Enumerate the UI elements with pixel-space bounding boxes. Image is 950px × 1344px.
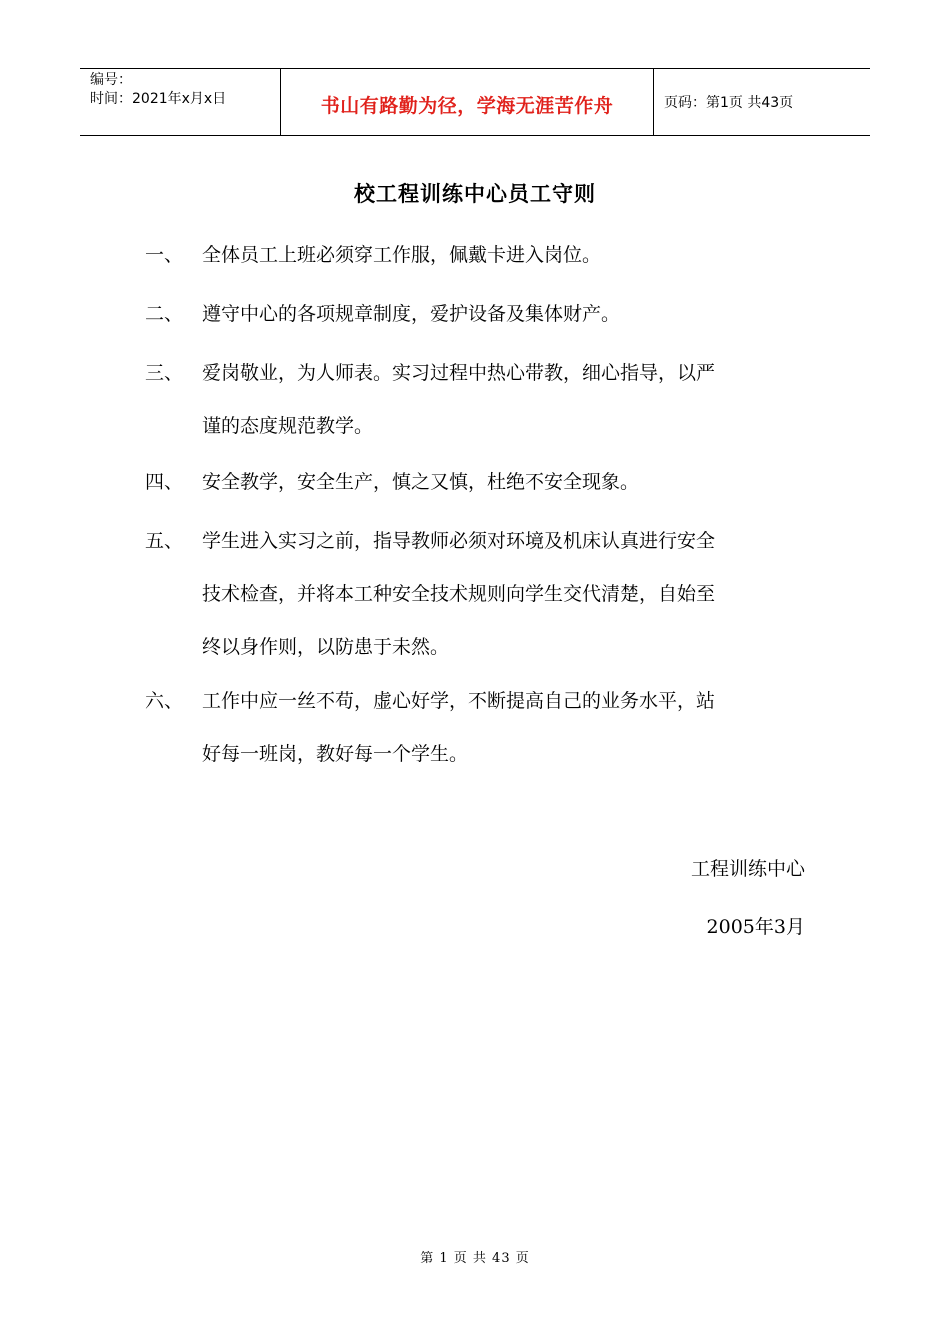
doc-time-label: 时间：2021年x月x日 (90, 91, 227, 107)
rule-line: 全体员工上班必须穿工作服，佩戴卡进入岗位。 (202, 244, 602, 266)
rule-item-3 (145, 360, 810, 439)
rule-line: 技术检查，并将本工种安全技术规则向学生交代清楚，自始至 (202, 583, 716, 605)
rule-item-5 (145, 528, 810, 660)
rule-text (202, 528, 807, 660)
document-title: 校工程训练中心员工守则 (354, 182, 596, 206)
rule-line: 谨的态度规范教学。 (202, 415, 374, 437)
header-table (80, 68, 870, 136)
rule-line: 爱岗敬业，为人师表。实习过程中热心带教，细心指导，以严 (202, 362, 716, 384)
header-motto-cell (281, 69, 654, 135)
rule-line: 遵守中心的各项规章制度，爱护设备及集体财产。 (202, 303, 621, 325)
rule-number: 三、 (145, 362, 184, 384)
rule-item-4 (145, 469, 810, 495)
rule-item-1 (145, 242, 810, 268)
doc-number-label: 编号： (90, 72, 132, 88)
rule-number: 四、 (145, 471, 184, 493)
rule-line: 终以身作则，以防患于未然。 (202, 636, 450, 658)
rule-number: 五、 (145, 530, 184, 552)
rule-line: 工作中应一丝不苟，虚心好学，不断提高自己的业务水平，站 (202, 690, 716, 712)
header-motto: 书山有路勤为径，学海无涯苦作舟 (320, 94, 614, 117)
rule-line: 学生进入实习之前，指导教师必须对环境及机床认真进行安全 (202, 530, 716, 552)
rule-item-2 (145, 301, 810, 327)
signature-date: 2005年3月 (706, 916, 805, 938)
rule-text (202, 469, 807, 495)
header-meta-cell (80, 69, 281, 135)
page-footer: 第 1 页 共 43 页 (420, 1251, 530, 1266)
rule-line: 安全教学，安全生产，慎之又慎，杜绝不安全现象。 (202, 471, 640, 493)
rule-number: 二、 (145, 303, 184, 325)
rule-number: 六、 (145, 690, 184, 712)
signature-org: 工程训练中心 (690, 858, 805, 880)
rule-text (202, 242, 807, 268)
rule-item-6 (145, 688, 810, 767)
rule-text (202, 301, 807, 327)
rule-number: 一、 (145, 244, 184, 266)
rule-line: 好每一班岗，教好每一个学生。 (202, 743, 469, 765)
rule-text (202, 688, 807, 767)
header-page-cell (654, 69, 870, 135)
header-page-label: 页码：第1页 共43页 (664, 95, 794, 111)
rule-text (202, 360, 807, 439)
